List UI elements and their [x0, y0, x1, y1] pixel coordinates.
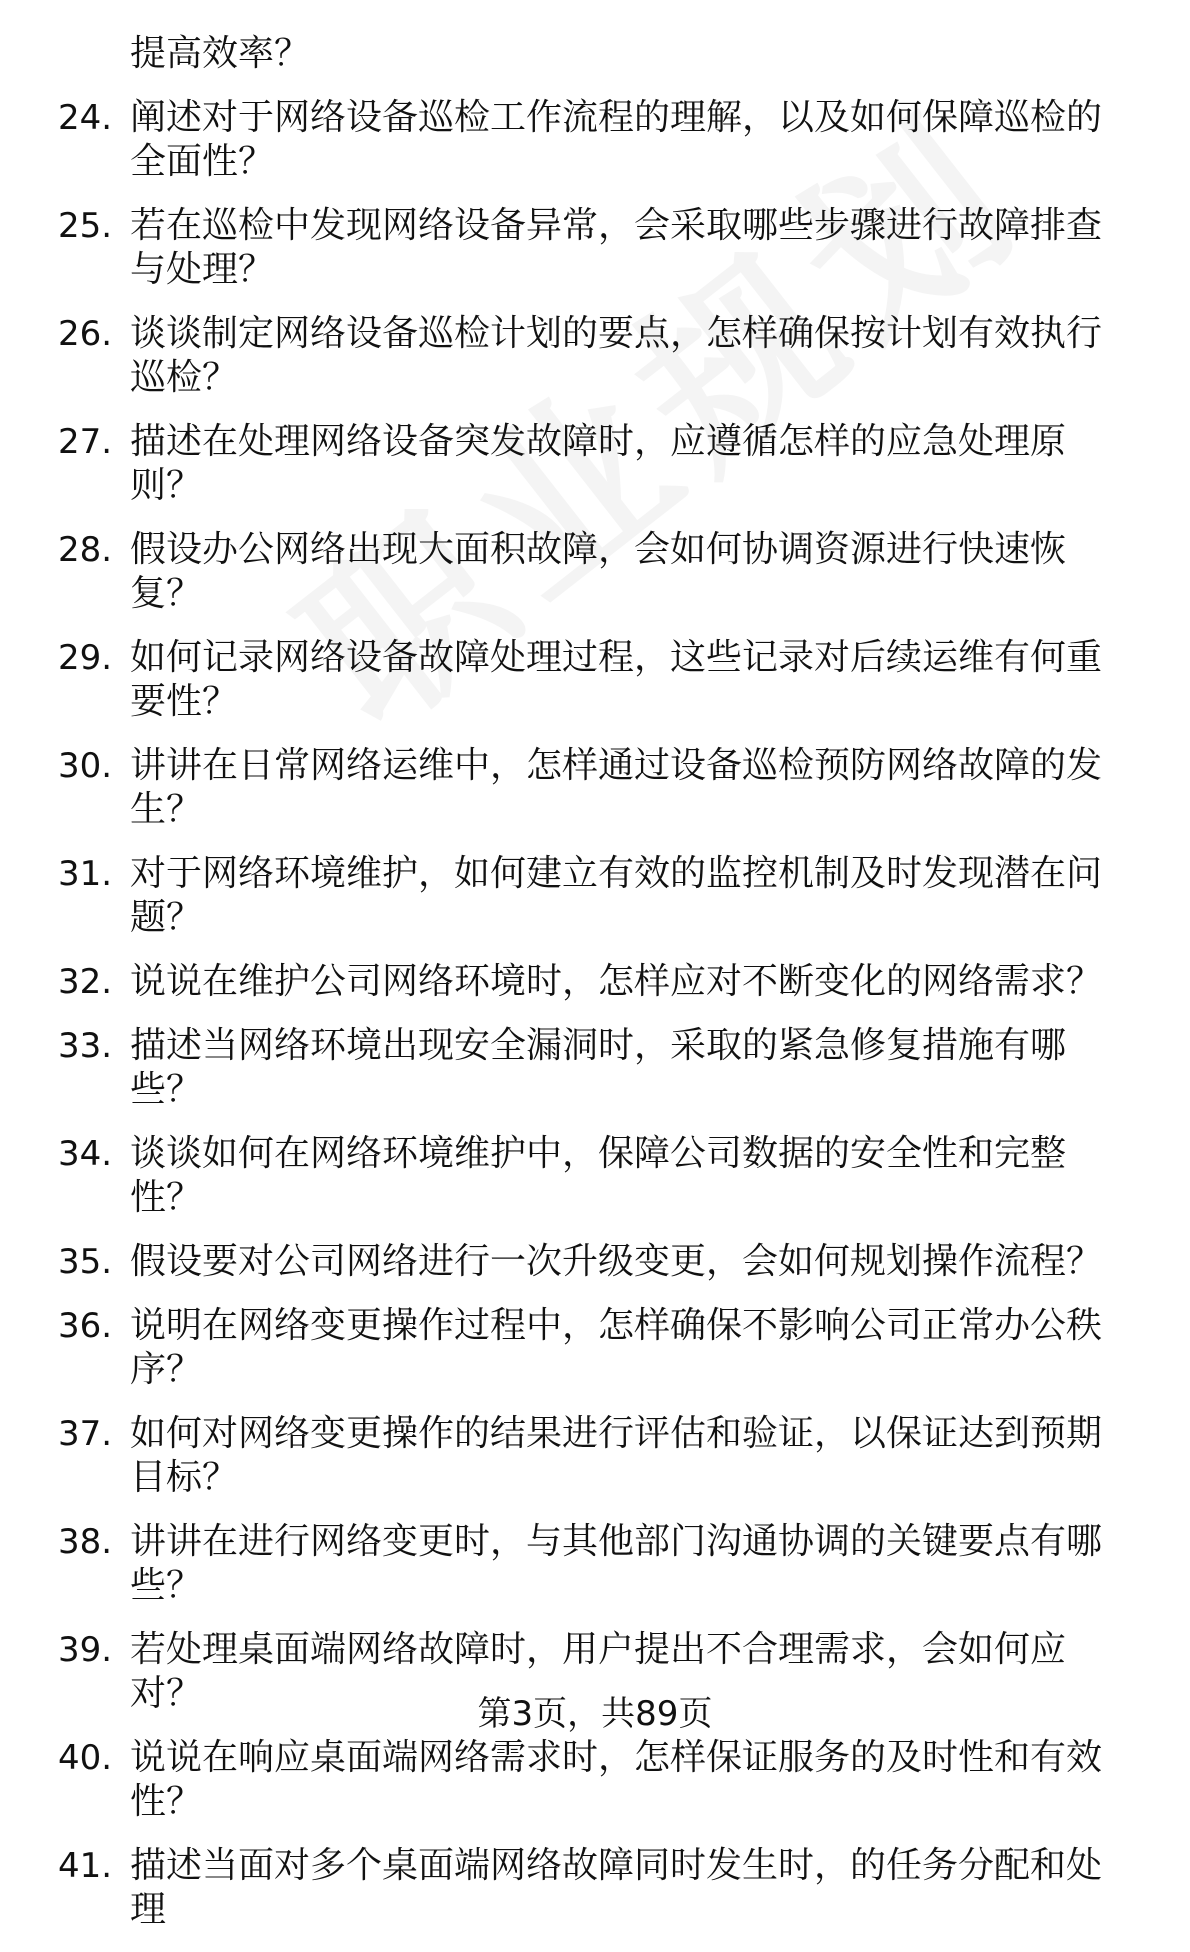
continued-text: 提高效率？ [130, 33, 311, 74]
item-number: 37. [58, 1414, 113, 1454]
list-item [58, 744, 1158, 832]
item-text: 说说在维护公司网络环境时，怎样应对不断变化的网络需求？ [130, 961, 1103, 1002]
item-text: 描述当面对多个桌面端网络故障同时发生时，的任务分配和处理 [130, 1845, 1103, 1930]
list-item [58, 204, 1158, 292]
item-number: 30. [58, 746, 113, 786]
item-text: 假设要对公司网络进行一次升级变更，会如何规划操作流程？ [130, 1241, 1103, 1282]
list-item [58, 1736, 1158, 1824]
list-item [58, 1844, 1158, 1932]
list-item [58, 1132, 1158, 1220]
item-text: 假设办公网络出现大面积故障，会如何协调资源进行快速恢复？ [130, 529, 1067, 614]
item-text: 描述当网络环境出现安全漏洞时，采取的紧急修复措施有哪些？ [130, 1025, 1067, 1110]
item-text: 若在巡检中发现网络设备异常，会采取哪些步骤进行故障排查与处理？ [130, 205, 1103, 290]
item-number: 29. [58, 638, 113, 678]
item-number: 27. [58, 422, 113, 462]
list-item [58, 96, 1158, 184]
list-item [58, 636, 1158, 724]
item-text: 讲讲在进行网络变更时，与其他部门沟通协调的关键要点有哪些？ [130, 1521, 1103, 1606]
item-text: 谈谈如何在网络环境维护中，保障公司数据的安全性和完整性？ [130, 1133, 1067, 1218]
list-item [58, 960, 1158, 1004]
item-number: 25. [58, 206, 113, 246]
item-text: 如何记录网络设备故障处理过程，这些记录对后续运维有何重要性？ [130, 637, 1103, 722]
item-number: 33. [58, 1026, 113, 1066]
item-text: 描述在处理网络设备突发故障时，应遵循怎样的应急处理原则？ [130, 421, 1067, 506]
list-item [58, 1304, 1158, 1392]
list-item [58, 1024, 1158, 1112]
item-text: 如何对网络变更操作的结果进行评估和验证，以保证达到预期目标？ [130, 1413, 1103, 1498]
item-number: 28. [58, 530, 113, 570]
question-list [58, 32, 1158, 1952]
item-number: 32. [58, 962, 113, 1002]
item-number: 36. [58, 1306, 113, 1346]
list-item [58, 312, 1158, 400]
list-item [58, 1520, 1158, 1608]
item-number: 41. [58, 1846, 113, 1886]
item-number: 31. [58, 854, 113, 894]
item-text: 说明在网络变更操作过程中，怎样确保不影响公司正常办公秩序？ [130, 1305, 1103, 1390]
item-number: 40. [58, 1738, 113, 1778]
list-item [58, 528, 1158, 616]
page-number: 第3页，共89页 [477, 1694, 713, 1734]
list-item [58, 852, 1158, 940]
item-text: 对于网络环境维护，如何建立有效的监控机制及时发现潜在问题？ [130, 853, 1103, 938]
item-text: 若处理桌面端网络故障时，用户提出不合理需求，会如何应对？ [130, 1629, 1067, 1714]
list-item [58, 1412, 1158, 1500]
item-text: 说说在响应桌面端网络需求时，怎样保证服务的及时性和有效性？ [130, 1737, 1103, 1822]
item-number: 24. [58, 98, 113, 138]
item-number: 34. [58, 1134, 113, 1174]
list-item [58, 420, 1158, 508]
item-number: 26. [58, 314, 113, 354]
item-text: 讲讲在日常网络运维中，怎样通过设备巡检预防网络故障的发生？ [130, 745, 1103, 830]
item-text: 阐述对于网络设备巡检工作流程的理解，以及如何保障巡检的全面性？ [130, 97, 1103, 182]
item-number: 38. [58, 1522, 113, 1562]
item-number: 39. [58, 1630, 113, 1670]
list-item [58, 1240, 1158, 1284]
item-number: 35. [58, 1242, 113, 1282]
item-text: 谈谈制定网络设备巡检计划的要点，怎样确保按计划有效执行巡检？ [130, 313, 1103, 398]
